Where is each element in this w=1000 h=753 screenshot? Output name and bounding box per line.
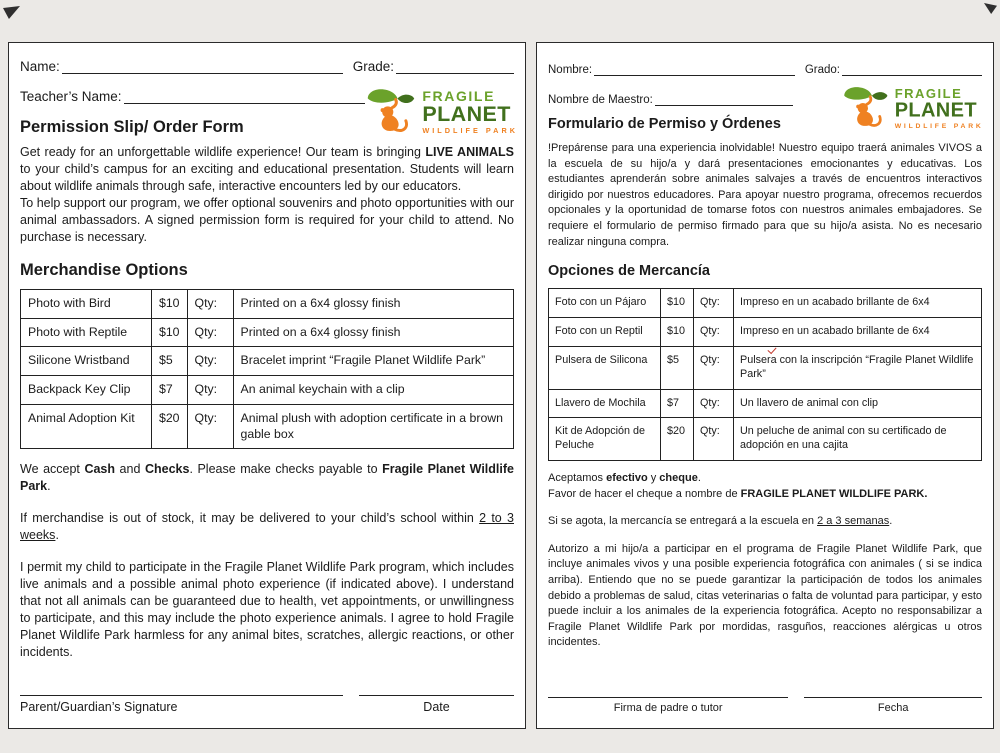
desc-cell: Impreso en un acabado brillante de 6x4 [734,318,982,347]
stock-paragraph: Si se agota, la mercancía se entregará a la escuela en 2 a 3 semanas. [548,515,893,528]
name-label: Name: [20,59,60,74]
qty-cell: Qty: [187,376,233,405]
item-cell: Foto con un Reptil [549,318,661,347]
price-cell: $10 [661,318,694,347]
item-cell: Silicone Wristband [21,347,152,376]
qty-cell: Qty: [187,347,233,376]
price-cell: $5 [152,347,188,376]
qty-cell: Qty: [694,318,734,347]
desc-cell: Pulsera con la inscripción “Fragile Planet Wildlife Park” [734,346,982,389]
date-block [804,682,982,714]
qty-cell: Qty: [694,389,734,418]
table-row [549,318,982,347]
name-blank-line [594,61,795,76]
date-label: Date [423,700,450,714]
monkey-leaves-icon [365,87,417,136]
name-blank-line [62,59,343,74]
teacher-name-label: Nombre de Maestro: [548,94,653,106]
qty-cell: Qty: [187,290,233,319]
payment-line-1: Aceptamos efectivo y cheque. [548,471,701,484]
fragile-planet-logo [365,87,518,136]
grade-blank-line [396,59,514,74]
grade-label: Grade: [352,59,394,74]
permission-paragraph: I permit my child to participate in the Fragile Planet Wildlife Park program, which includes live animals and a possible animal photo experience (if indicated above). I understand that not all animals can be guaranteed due to health, vet appointments, or unwillingness to participate, and this may include the photo experience animals. I agree to hold Fragile Planet Wildlife Park harmless for any animal bites, scratches, allergic reactions, or other incidents. [20,560,514,660]
price-cell: $10 [661,289,694,318]
signature-line [20,680,343,696]
desc-cell: Printed on a 6x4 glossy finish [233,290,513,319]
payment-paragraph: We accept Cash and Checks. Please make checks payable to Fragile Planet Wildlife Park. [20,462,514,494]
item-cell: Pulsera de Silicona [549,346,661,389]
stock-paragraph: If merchandise is out of stock, it may be delivered to your child’s school within 2 to 3 weeks. [20,511,514,543]
price-cell: $10 [152,318,188,347]
logo-fragile-text: FRAGILE [895,85,963,101]
date-line [804,682,982,698]
table-row [549,389,982,418]
english-form-page [8,42,526,729]
desc-cell: Animal plush with adoption certificate in a brown gable box [233,404,513,448]
intro-paragraph-2: To help support our program, we offer optional souvenirs and photo opportunities with our animal ambassadors. A signed permission form is required for your child to attend. No purchase is necessary. [20,196,514,244]
signature-label: Firma de padre o tutor [613,702,723,714]
signature-block [548,682,788,714]
table-row [549,418,982,461]
item-cell: Animal Adoption Kit [21,404,152,448]
desc-cell: Impreso en un acabado brillante de 6x4 [734,289,982,318]
logo-fragile-text: FRAGILE [422,87,496,104]
intro-paragraph-1: Get ready for an unforgettable wildlife experience! Our team is bringing LIVE ANIMALS to your child’s campus for an exciting and educational presentation. Students will learn about wildlife animals through safe, interactive encounters led by our educators. [20,145,515,193]
signature-line [548,682,788,698]
table-row [21,318,514,347]
desc-cell: Un peluche de animal con su certificado de adopción en una cajita [734,418,982,461]
qty-cell: Qty: [187,318,233,347]
qty-cell: Qty: [694,289,734,318]
qty-cell: Qty: [187,404,233,448]
teacher-name-label: Teacher’s Name: [20,89,122,104]
name-grade-row [548,61,982,76]
spanish-form-page [536,42,994,729]
logo-wildlife-park-text: WILDLIFE PARK [422,126,518,136]
form-title: Formulario de Permiso y Órdenes [548,116,781,132]
signature-label: Parent/Guardian’s Signature [20,700,178,714]
item-cell: Backpack Key Clip [21,376,152,405]
signature-block [20,680,343,714]
desc-cell: Printed on a 6x4 glossy finish [233,318,513,347]
table-row [21,376,514,405]
logo-planet-text: PLANET [422,101,511,126]
price-cell: $5 [661,346,694,389]
monkey-leaves-icon [842,85,890,131]
merchandise-table [548,288,982,461]
merchandise-options-heading: Merchandise Options [20,261,188,279]
item-cell: Llavero de Mochila [549,389,661,418]
logo-wildlife-park-text: WILDLIFE PARK [895,121,984,130]
signature-row [548,672,982,714]
form-title: Permission Slip/ Order Form [20,118,244,136]
scan-artifact [984,3,997,14]
desc-cell: Un llavero de animal con clip [734,389,982,418]
intro-paragraph: !Prepárense para una experiencia inolvidable! Nuestro equipo traerá animales VIVOS a la escuela de su hijo/a y dará presentaciones emocionantes y educativas. Los estudiantes aprenderán sobre animales salvajes a través de encuentros interactivos dirigido por nuestros educadores. Para apoyar nuestro programa, ofrecemos recuerdos opcionales y la oportunidad de tomarse fotos con nuestros animales embajadores. Se requiere el formulario de permiso firmado para que su hijo/a asista. No es necesario realizar ninguna compra. [548,142,982,248]
item-cell: Foto con un Pájaro [549,289,661,318]
merchandise-table [20,289,514,449]
payment-line-2: Favor de hacer el cheque a nombre de FRAGILE PLANET WILDLIFE PARK. [548,487,928,500]
table-row [21,347,514,376]
price-cell: $10 [152,290,188,319]
logo-planet-text: PLANET [895,98,978,121]
fragile-planet-logo [842,85,984,131]
name-label: Nombre: [548,64,593,76]
item-cell: Photo with Reptile [21,318,152,347]
grade-blank-line [842,61,982,76]
date-label: Fecha [877,702,909,714]
table-row [21,404,514,448]
desc-cell: Bracelet imprint “Fragile Planet Wildlife Park” [233,347,513,376]
name-grade-row [20,59,514,74]
scan-artifact [3,6,20,19]
teacher-name-blank-line [655,91,793,106]
qty-cell: Qty: [694,418,734,461]
item-cell: Photo with Bird [21,290,152,319]
signature-row [20,670,514,714]
grade-label: Grado: [804,64,840,76]
price-cell: $7 [152,376,188,405]
teacher-name-blank-line [124,89,372,104]
desc-cell: An animal keychain with a clip [233,376,513,405]
table-row [549,289,982,318]
date-line [359,680,514,696]
table-row [549,346,982,389]
price-cell: $20 [152,404,188,448]
item-cell: Kit de Adopción de Peluche [549,418,661,461]
permission-paragraph: Autorizo a mi hijo/a a participar en el programa de Fragile Planet Wildlife Park, que incluye animales vivos y una posible experiencia fotográfica con animales ( si se indica arriba). Entiendo que no se puede garantizar la participación de todos los animales debido a problemas de salud, citas veterinarias o falta de voluntad para participar, y esto puede incluir a los animales de la experiencia fotográfica. Acepto no responsabilizar a Fragile Planet Wildlife Park por mordidas, rasguños, reacciones alérgicas u otros incidentes. [548,542,982,649]
price-cell: $20 [661,418,694,461]
payment-paragraph [548,471,982,502]
date-block [359,680,514,714]
table-row [21,290,514,319]
logo-wordmark [422,89,518,135]
qty-cell: Qty: [694,346,734,389]
merchandise-options-heading: Opciones de Mercancía [548,263,710,280]
price-cell: $7 [661,389,694,418]
logo-wordmark [895,86,984,129]
red-pen-mark [767,345,776,354]
